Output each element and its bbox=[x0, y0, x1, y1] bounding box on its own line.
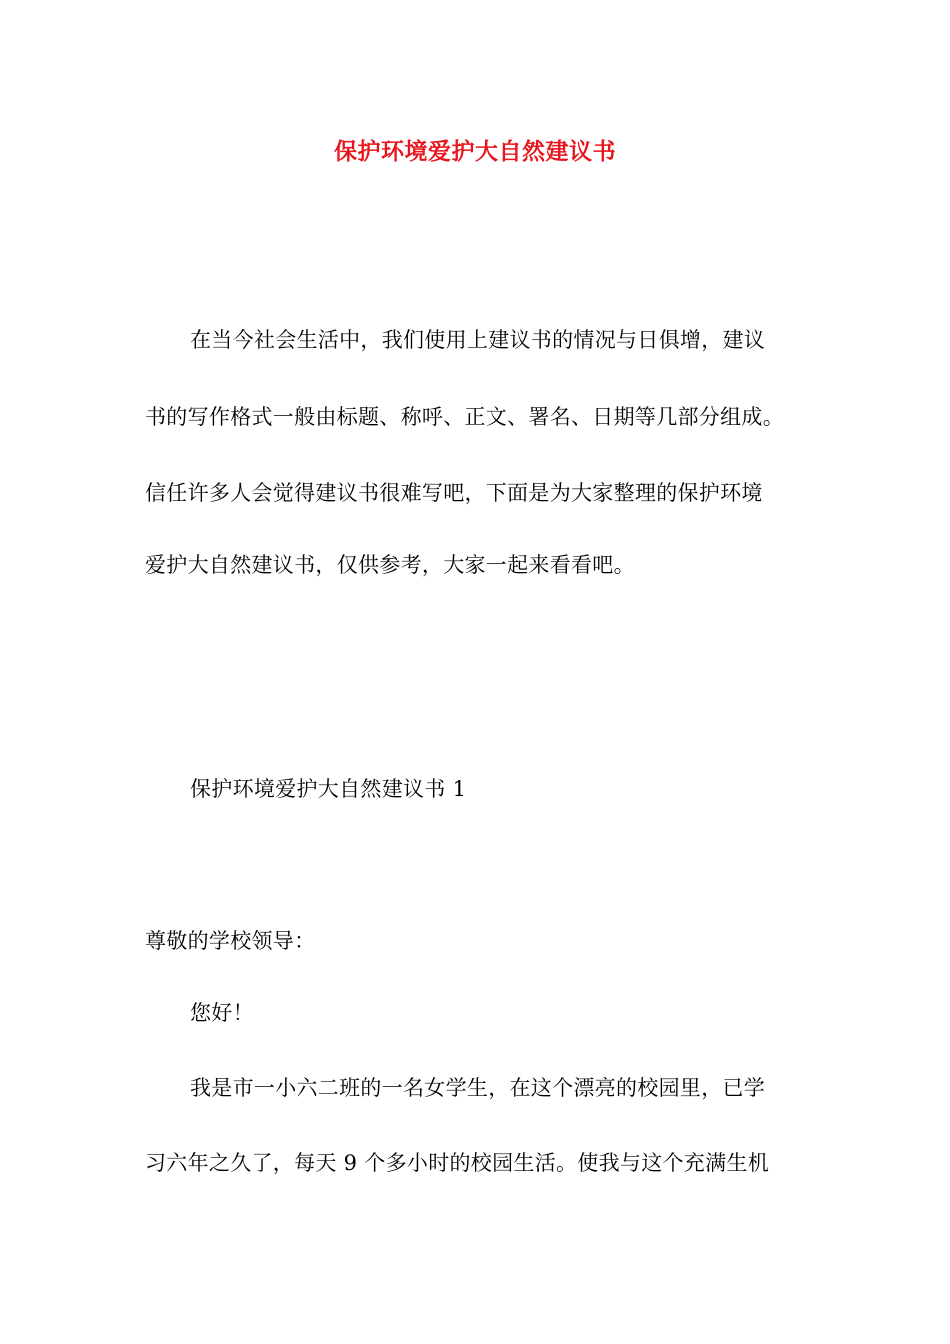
intro-line-4: 爱护大自然建议书，仅供参考，大家一起来看看吧。 bbox=[145, 553, 635, 577]
intro-line-1: 在当今社会生活中，我们使用上建议书的情况与日俱增，建议 bbox=[190, 328, 766, 352]
intro-line-2: 书的写作格式一般由标题、称呼、正文、署名、日期等几部分组成。 bbox=[145, 405, 784, 429]
body-line-2: 习六年之久了，每天 9 个多小时的校园生活。使我与这个充满生机 bbox=[145, 1151, 770, 1175]
document-title: 保护环境爱护大自然建议书 bbox=[334, 139, 616, 165]
intro-line-3: 信任许多人会觉得建议书很难写吧，下面是为大家整理的保护环境 bbox=[145, 481, 763, 505]
salutation: 尊敬的学校领导： bbox=[145, 929, 316, 953]
body-line-1: 我是市一小六二班的一名女学生，在这个漂亮的校园里，已学 bbox=[190, 1076, 766, 1100]
greeting: 您好！ bbox=[190, 1001, 254, 1025]
section-heading: 保护环境爱护大自然建议书 1 bbox=[190, 777, 467, 801]
